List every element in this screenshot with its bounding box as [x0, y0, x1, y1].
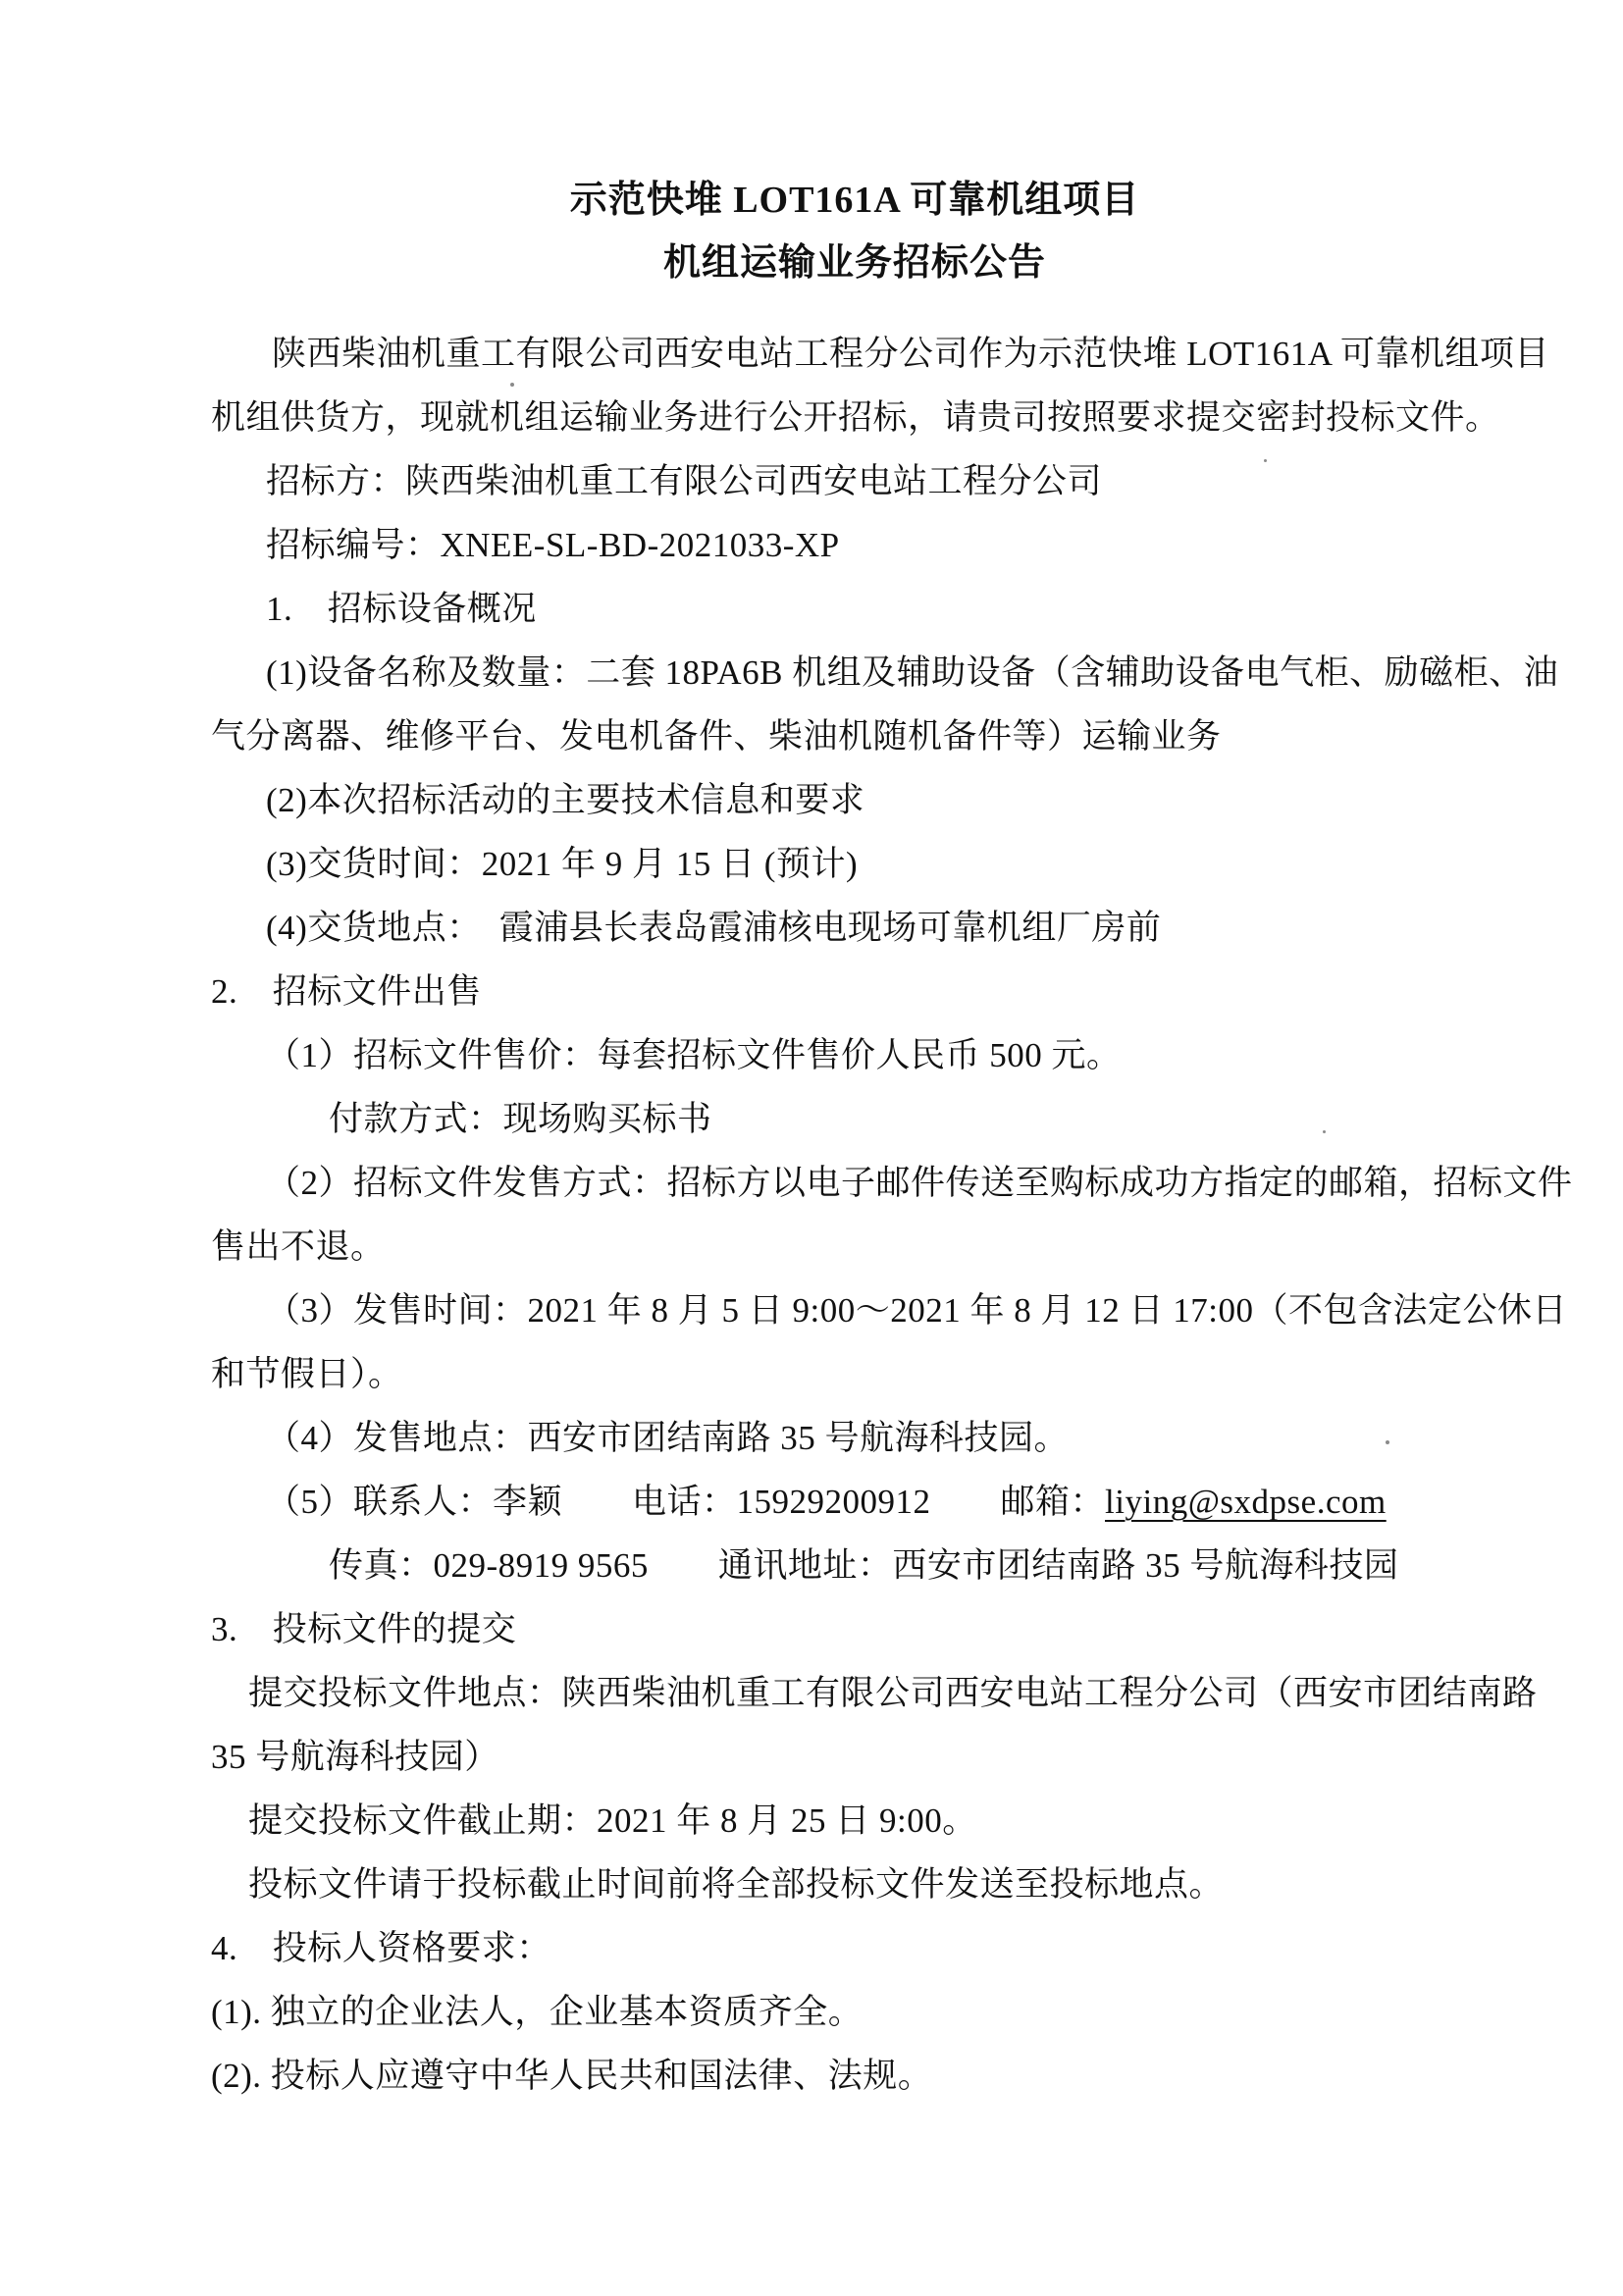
- section-4-heading: 4. 投标人资格要求：: [211, 1929, 551, 1967]
- section-2-heading: 2. 招标文件出售: [211, 972, 482, 1011]
- submit-place-line: 提交投标文件地点：陕西柴油机重工有限公司西安电站工程分公司（西安市团结南路: [248, 1674, 1538, 1712]
- sale-time-line: （3）发售时间：2021 年 8 月 5 日 9:00～2021 年 8 月 12 日 17:00（不包含法定公休日: [266, 1291, 1567, 1330]
- contact-email: liying@sxdpse.com: [1105, 1483, 1387, 1521]
- doc-price-line: （1）招标文件售价：每套招标文件售价人民币 500 元。: [266, 1036, 1122, 1074]
- contact-prefix: （5）联系人：李颖 电话：15929200912 邮箱：: [266, 1483, 1106, 1521]
- payment-method-line: 付款方式：现场购买标书: [329, 1100, 712, 1138]
- doc-line: 和节假日）。: [211, 1355, 403, 1393]
- doc-line: 售出不退。: [211, 1227, 386, 1266]
- fax-address-line: 传真：029-8919 9565 通讯地址：西安市团结南路 35 号航海科技园: [329, 1546, 1399, 1585]
- doc-line: 投标文件请于投标截止时间前将全部投标文件发送至投标地点。: [248, 1865, 1225, 1904]
- scan-speck: [510, 383, 514, 387]
- qualification-item-line: (2). 投标人应遵守中华人民共和国法律、法规。: [211, 2057, 933, 2095]
- submit-deadline-line: 提交投标文件截止期：2021 年 8 月 25 日 9:00。: [248, 1801, 977, 1840]
- document-content: [211, 169, 1573, 2108]
- doc-line: (1)设备名称及数量：二套 18PA6B 机组及辅助设备（含辅助设备电气柜、励磁柜、油: [266, 653, 1559, 692]
- scan-speck: [1264, 459, 1267, 462]
- tender-number-line: 招标编号：XNEE-SL-BD-2021033-XP: [266, 526, 840, 564]
- scan-speck: [1323, 1130, 1326, 1133]
- section-1-heading: 1. 招标设备概况: [266, 590, 537, 628]
- doc-line: 气分离器、维修平台、发电机备件、柴油机随机备件等）运输业务: [211, 717, 1222, 756]
- doc-line: 陕西柴油机重工有限公司西安电站工程分公司作为示范快堆 LOT161A 可靠机组项目: [272, 335, 1549, 373]
- delivery-time-line: (3)交货时间：2021 年 9 月 15 日 (预计): [266, 845, 859, 883]
- document-title-line1: 示范快堆 LOT161A 可靠机组项目: [569, 180, 1140, 221]
- sale-place-line: （4）发售地点：西安市团结南路 35 号航海科技园。: [266, 1419, 1070, 1457]
- section-3-heading: 3. 投标文件的提交: [211, 1610, 517, 1648]
- delivery-place-line: (4)交货地点： 霞浦县长表岛霞浦核电现场可靠机组厂房前: [266, 909, 1162, 947]
- contact-line: [211, 1470, 1498, 1534]
- document-title-line2: 机组运输业务招标公告: [662, 242, 1046, 284]
- tenderer-line: 招标方：陕西柴油机重工有限公司西安电站工程分公司: [266, 462, 1103, 500]
- doc-line: 35 号航海科技园）: [211, 1738, 499, 1776]
- doc-line: （2）招标文件发售方式：招标方以电子邮件传送至购标成功方指定的邮箱，招标文件: [266, 1164, 1573, 1202]
- qualification-item-line: (1). 独立的企业法人，企业基本资质齐全。: [211, 1993, 864, 2031]
- doc-line: (2)本次招标活动的主要技术信息和要求: [266, 781, 865, 819]
- scan-speck: [1386, 1440, 1389, 1444]
- doc-line: 机组供货方，现就机组运输业务进行公开招标，请贵司按照要求提交密封投标文件。: [211, 398, 1500, 437]
